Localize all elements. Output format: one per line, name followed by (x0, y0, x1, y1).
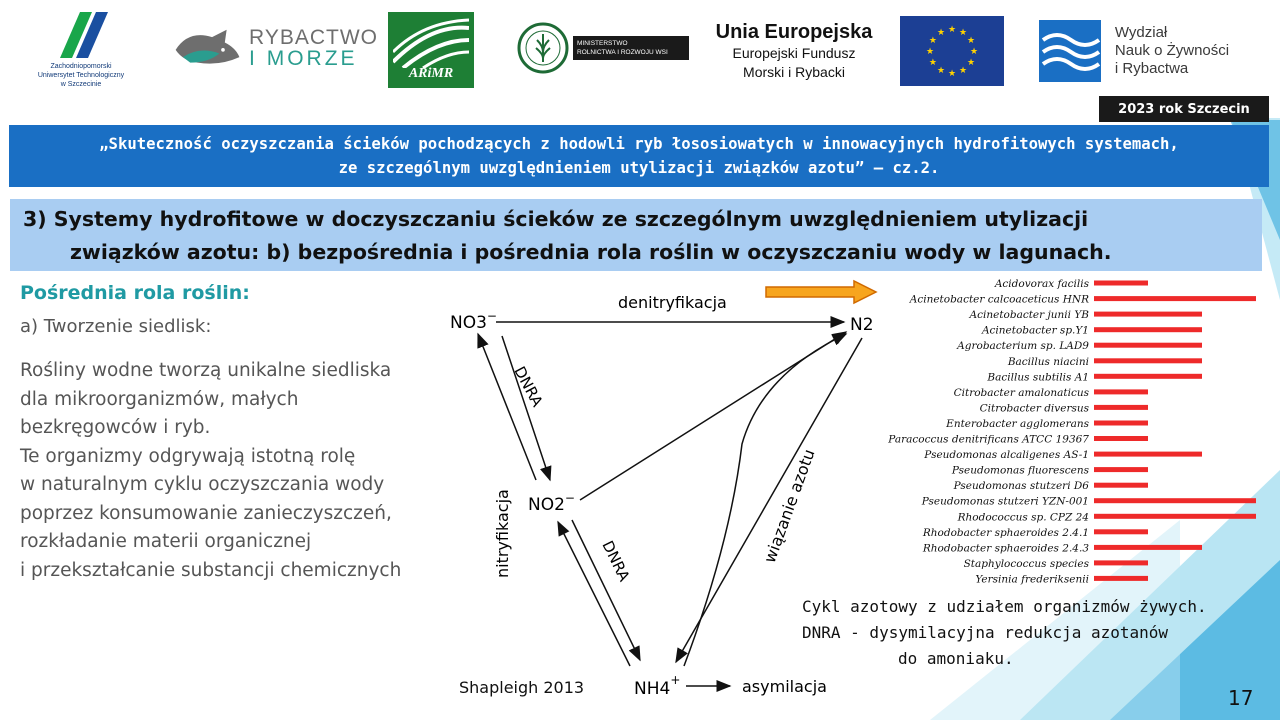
zut-emblem-icon (46, 10, 116, 60)
bar (1094, 421, 1148, 426)
bar (1094, 576, 1148, 581)
point-a: a) Tworzenie siedlisk: (20, 316, 212, 337)
bar (1094, 281, 1148, 286)
caption-line-2: DNRA - dysymilacyjna redukcja azotanów (802, 623, 1169, 642)
title-line-1: „Skuteczność oczyszczania ścieków pochodzących z hodowli ryb łososiowatych w innowacyjnych hydrofitowych systemach, (99, 135, 1179, 153)
bar-label: Citrobacter diversus (979, 402, 1089, 415)
bar (1094, 483, 1148, 488)
eu-star-icon: ★ (967, 36, 976, 46)
bar-label: Acinetobacter sp.Y1 (981, 324, 1089, 337)
eu-star-icon: ★ (958, 27, 968, 38)
bar (1094, 358, 1202, 363)
bar-label: Rhodococcus sp. CPZ 24 (957, 511, 1089, 524)
bar (1094, 374, 1202, 379)
caption-line-3: do amoniaku. (898, 649, 1014, 668)
eu-text-logo (694, 14, 894, 88)
bar-label: Bacillus subtilis A1 (987, 371, 1089, 384)
page-number: 17 (1228, 686, 1254, 710)
field-icon (393, 18, 469, 68)
denitrification-label: denitryfikacja (618, 293, 727, 312)
bar-label: Rhodobacter sphaeroides 2.4.3 (922, 542, 1089, 555)
fixation-label: wiązanie azotu (759, 446, 819, 566)
eu-star-icon: ★ (925, 47, 935, 57)
bar-label: Pseudomonas stutzeri D6 (953, 480, 1089, 493)
faculty-logo (1018, 10, 1246, 92)
nitrification-label: nitryfikacja (493, 489, 512, 578)
assimilation-label: asymilacja (742, 677, 827, 696)
presentation-title (9, 125, 1269, 187)
bar (1094, 467, 1148, 472)
eu-star-icon: ★ (928, 36, 937, 46)
bar (1094, 560, 1148, 565)
eu-star-icon: ★ (936, 66, 946, 77)
waves-icon (1035, 16, 1105, 86)
bar-label: Bacillus niacini (1007, 355, 1089, 368)
zut-name-1: Zachodniopomorski (50, 63, 112, 70)
source-citation: Shapleigh 2013 (459, 678, 585, 697)
bar-label: Citrobacter amalonaticus (953, 386, 1089, 399)
rybactwo-logo (172, 18, 378, 78)
bar (1094, 296, 1256, 301)
bar-label: Acinetobacter junii YB (969, 309, 1089, 322)
bar-label: Yersinia frederiksenii (975, 573, 1089, 586)
logo-bar (0, 0, 1280, 118)
bar-label: Enterobacter agglomerans (946, 418, 1089, 430)
section-line-2: związków azotu: b) bezpośrednia i pośrednia rola roślin w oczyszczaniu wody w lagunach. (70, 240, 1112, 264)
no2-label: NO2− (528, 491, 575, 515)
dnra-upper-label: DNRA (510, 363, 547, 410)
bacteria-bar-chart (876, 274, 1268, 594)
no3-label: NO3− (450, 309, 497, 333)
eu-star-icon: ★ (947, 25, 957, 35)
bar (1094, 312, 1202, 317)
bar-label: Acidovorax facilis (994, 278, 1089, 290)
bar-label: Staphylococcus species (963, 557, 1089, 570)
bar (1094, 389, 1148, 394)
zut-name-3: w Szczecinie (60, 81, 102, 88)
arimr-text: ARiMR (408, 66, 454, 81)
eu-flag-icon (900, 16, 1004, 86)
bar (1094, 498, 1256, 503)
bar (1094, 327, 1202, 332)
ministry-logo (514, 16, 692, 80)
faculty-line-2: Nauk o Żywności (1114, 42, 1230, 59)
eu-star-icon: ★ (958, 66, 968, 77)
left-text-column (20, 282, 460, 585)
eu-title: Unia Europejska (715, 20, 873, 43)
faculty-line-1: Wydział (1114, 24, 1168, 41)
bar-label: Pseudomonas alcaligenes AS-1 (924, 449, 1089, 462)
rybactwo-word: RYBACTWO (249, 26, 378, 49)
eu-star-icon: ★ (928, 58, 937, 68)
ministry-line-1: MINISTERSTWO (577, 40, 628, 47)
eu-star-icon: ★ (936, 27, 946, 38)
bar-label: Acinetobacter calcoaceticus HNR (909, 293, 1089, 306)
fish-icon (172, 24, 243, 72)
body-paragraph: Rośliny wodne tworzą unikalne siedliska dla mikroorganizmów, małych bezkręgowców i ryb. Te organizmy odgrywają istotną rolę w naturalnym cyklu oczyszczania wody poprzez konsumowanie zanieczyszczeń, rozkładanie materii organicznej i przekształcanie substancji chemicznych (20, 360, 402, 581)
bar (1094, 545, 1202, 550)
eu-fund-line-2: Morski i Rybacki (743, 63, 845, 80)
bar (1094, 514, 1256, 519)
arrow-no3-no2 (502, 336, 550, 480)
eu-star-icon: ★ (967, 58, 976, 68)
eu-fund-line-1: Europejski Fundusz (732, 44, 856, 61)
subheading: Pośrednia rola roślin: (20, 282, 250, 304)
title-line-2: ze szczególnym uwzględnieniem utylizacji związków azotu” – cz.2. (338, 159, 940, 177)
bar-label: Paracoccus denitrificans ATCC 19367 (888, 433, 1089, 446)
arrow-no2-no3 (478, 334, 536, 480)
morze-word: I MORZE (249, 47, 358, 70)
section-line-1: 3) Systemy hydrofitowe w doczyszczaniu ścieków ze szczególnym uwzględnieniem utylizacji (23, 207, 1089, 231)
bar-label: Pseudomonas fluorescens (951, 464, 1089, 477)
bar (1094, 436, 1148, 441)
ministry-seal-icon (517, 22, 569, 74)
diagram-caption (802, 594, 1262, 672)
bar (1094, 405, 1148, 410)
bar-label: Rhodobacter sphaeroides 2.4.1 (922, 526, 1089, 539)
bar-label: Pseudomonas stutzeri YZN-001 (921, 495, 1089, 508)
bar (1094, 452, 1202, 457)
nh4-label: NH4+ (634, 673, 681, 699)
ministry-line-2: ROLNICTWA I ROZWOJU WSI (577, 49, 668, 56)
zut-logo (18, 10, 144, 102)
highlight-arrow-icon (766, 281, 876, 303)
caption-line-1: Cykl azotowy z udziałem organizmów żywych. (802, 597, 1207, 616)
n2-label: N2 (850, 315, 874, 335)
bar-label: Agrobacterium sp. LAD9 (957, 340, 1089, 353)
dnra-lower-label: DNRA (598, 537, 634, 585)
faculty-line-3: i Rybactwa (1114, 60, 1189, 77)
year-badge: 2023 rok Szczecin (1099, 96, 1269, 122)
section-heading (10, 199, 1262, 271)
eu-star-icon: ★ (947, 69, 957, 79)
zut-name-2: Uniwersytet Technologiczny (37, 72, 125, 79)
bar (1094, 529, 1148, 534)
eu-star-icon: ★ (969, 47, 979, 57)
bar (1094, 343, 1202, 348)
arrow-nh4-no2 (558, 522, 630, 666)
arimr-logo (388, 12, 474, 88)
